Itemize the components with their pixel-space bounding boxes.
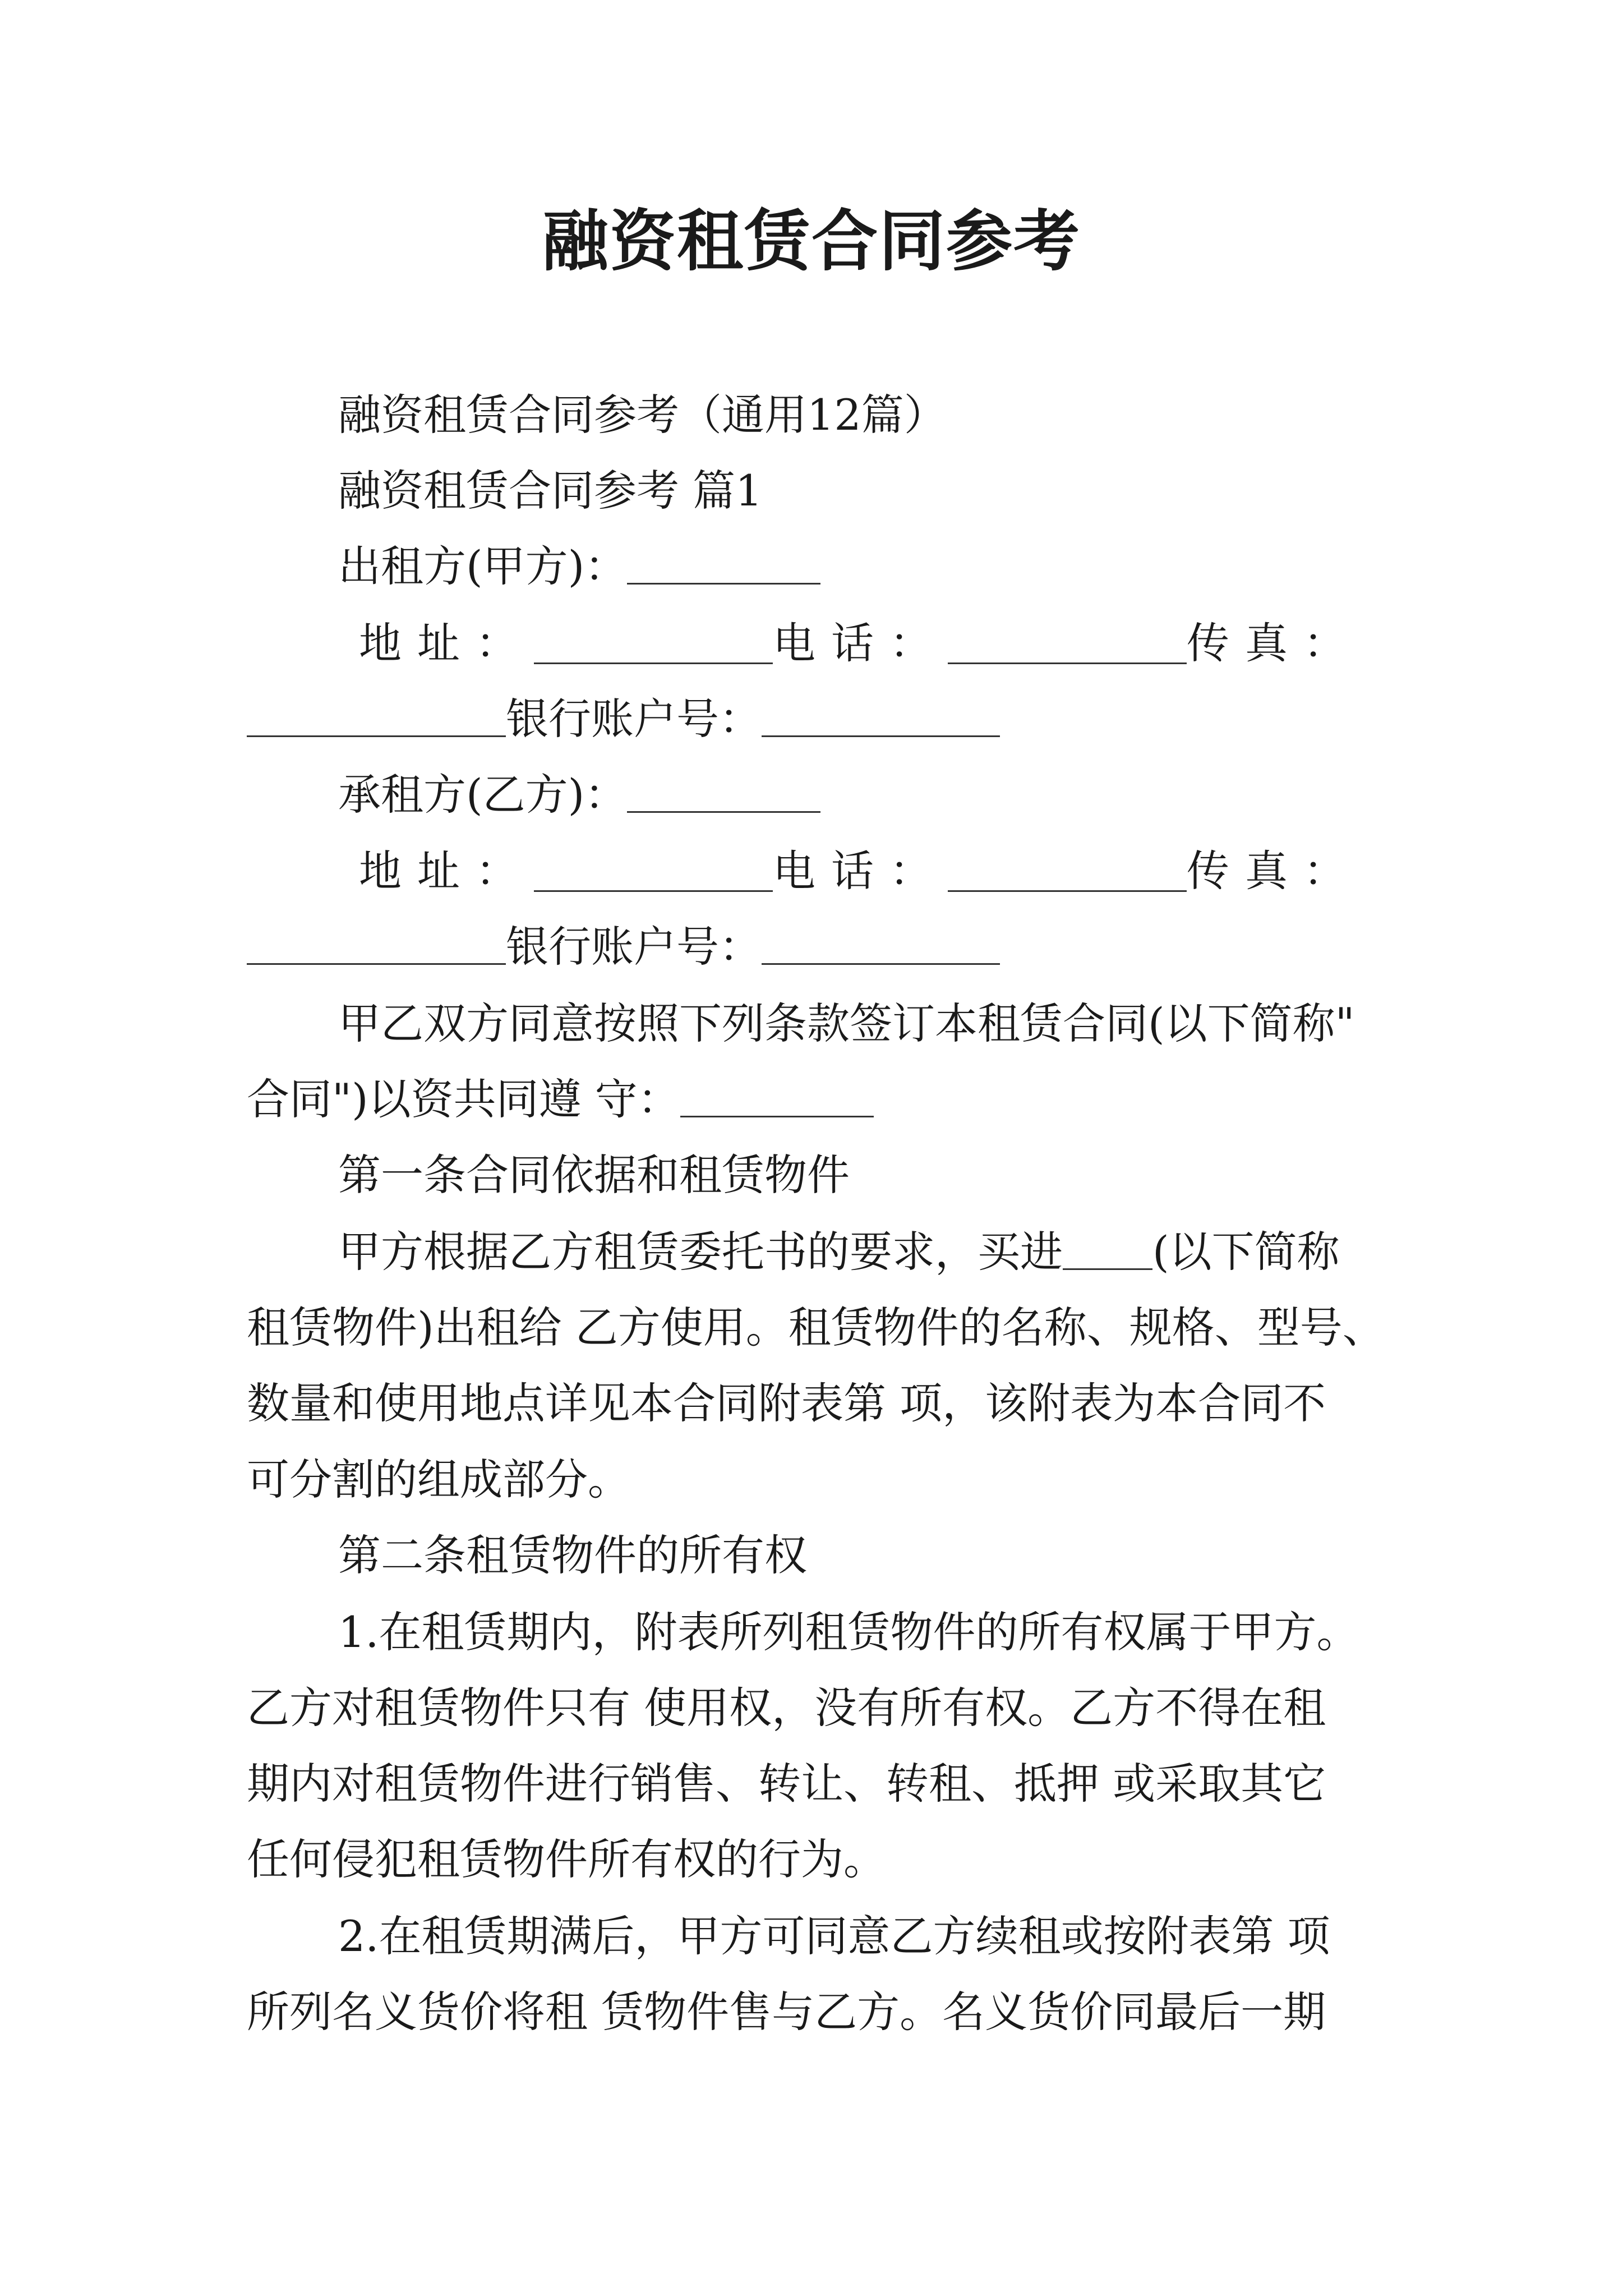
- agreement-line-2: [247, 1069, 874, 1130]
- article-2-para-2-line-2: 所列名义货价将租 赁物件售与乙方。名义货价同最后一期: [247, 1987, 1326, 2037]
- lessee-phone-blank: [948, 851, 1187, 892]
- lessee-contact-row: [359, 840, 1362, 902]
- lessor-address-blank: [534, 623, 773, 664]
- agreement-line-1: 甲乙双方同意按照下列条款签订本租赁合同(以下简称": [338, 999, 1355, 1048]
- lessee-label: 承租方(乙方)：: [338, 770, 628, 820]
- lessee-address-label: 地址：: [359, 846, 534, 896]
- lessor-bank-label: 银行账户号：: [506, 694, 762, 744]
- article-1-line-1: [338, 1221, 1340, 1283]
- article-1-line-2: 租赁物件)出租给 乙方使用。租赁物件的名称、规格、型号、: [247, 1303, 1385, 1352]
- lessee-fax-label: 传真：: [1187, 846, 1362, 896]
- lessor-label: 出租方(甲方)：: [338, 541, 628, 591]
- article-2-para-2-line-1: 2.在租赁期满后，甲方可同意乙方续租或按附表第 项: [338, 1911, 1330, 1961]
- article-1-title: 第一条合同依据和租赁物件: [338, 1150, 850, 1200]
- lessee-bank-row: [247, 916, 1000, 978]
- lessor-blank: [627, 544, 820, 585]
- lessor-address-label: 地址：: [359, 618, 534, 668]
- lessee-phone-label: 电话：: [773, 846, 948, 896]
- article-1-line-1-a: 甲方根据乙方租赁委托书的要求，买进: [338, 1227, 1063, 1277]
- lessor-row: [338, 536, 820, 597]
- lessor-contact-row: [359, 613, 1362, 674]
- lessor-phone-label: 电话：: [773, 618, 948, 668]
- lessee-bank-blank: [762, 924, 1000, 965]
- article-1-blank: [1063, 1229, 1152, 1270]
- lessee-address-blank: [534, 851, 773, 892]
- article-1-line-4: 可分割的组成部分。: [247, 1455, 630, 1504]
- section-heading: 融资租赁合同参考 篇1: [338, 466, 763, 516]
- article-2-para-1-line-4: 任何侵犯租赁物件所有权的行为。: [247, 1834, 886, 1884]
- document-subtitle: 融资租赁合同参考（通用12篇）: [338, 390, 947, 440]
- article-2-para-1-line-2: 乙方对租赁物件只有 使用权，没有所有权。乙方不得在租: [247, 1683, 1326, 1733]
- article-2-para-1-line-3: 期内对租赁物件进行销售、转让、转租、抵押 或采取其它: [247, 1759, 1326, 1809]
- article-1-line-3: 数量和使用地点详见本合同附表第 项，该附表为本合同不: [247, 1378, 1326, 1428]
- lessor-bank-blank: [762, 696, 1000, 737]
- lessor-bank-row: [247, 688, 1000, 750]
- agreement-blank: [680, 1076, 874, 1117]
- lessor-fax-blank: [247, 696, 506, 737]
- agreement-line-2-text: 合同")以资共同遵 守：: [247, 1074, 680, 1124]
- lessee-row: [338, 764, 820, 826]
- lessee-bank-label: 银行账户号：: [506, 922, 762, 972]
- document-title: 融资租赁合同参考: [542, 202, 1081, 280]
- lessor-fax-label: 传真：: [1187, 618, 1362, 668]
- lessee-blank: [627, 772, 820, 813]
- article-1-line-1-b: (以下简称: [1152, 1227, 1340, 1277]
- article-2-para-1-line-1: 1.在租赁期内，附表所列租赁物件的所有权属于甲方。: [338, 1607, 1359, 1657]
- lessor-phone-blank: [948, 623, 1187, 664]
- lessee-fax-blank: [247, 924, 506, 965]
- article-2-title: 第二条租赁物件的所有权: [338, 1530, 807, 1580]
